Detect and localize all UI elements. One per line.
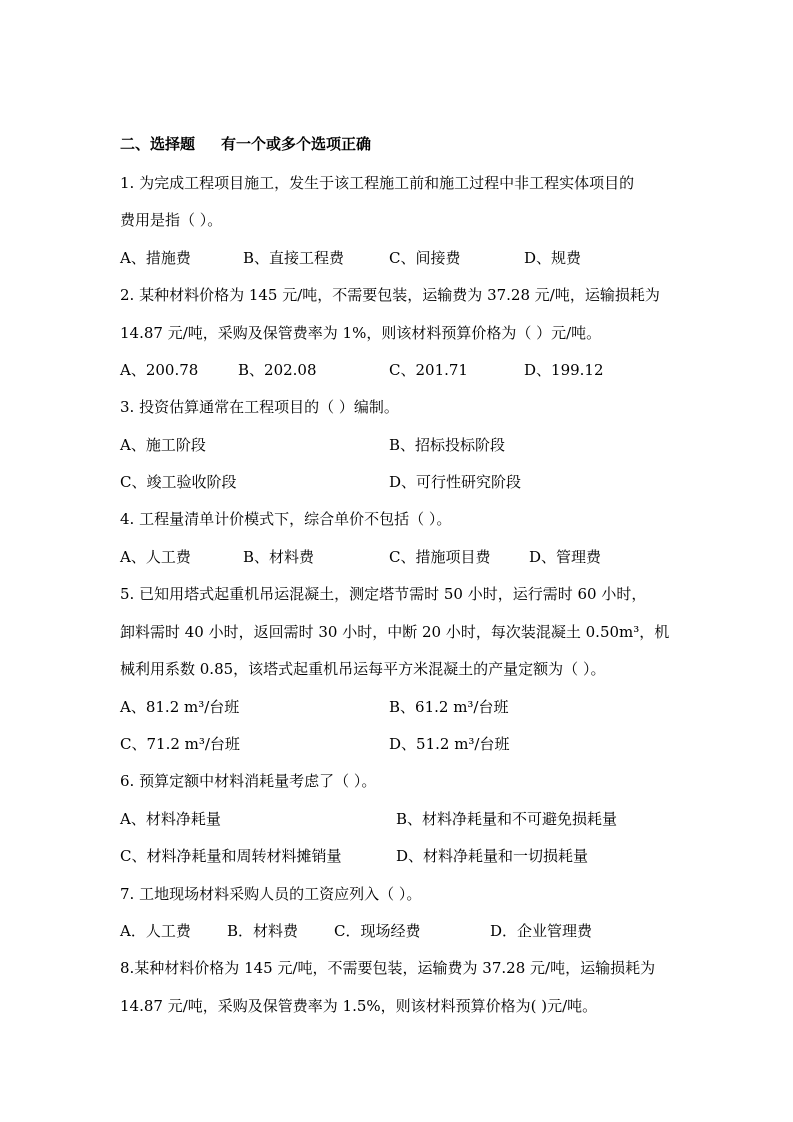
q3-option-c: C、竣工验收阶段 (120, 473, 237, 491)
q6-option-c: C、材料净耗量和周转材料摊销量 (120, 847, 342, 865)
q1-option-c: C、间接费 (389, 249, 461, 267)
q2-option-a: A、200.78 (120, 361, 199, 379)
q7-option-b: B．材料费 (227, 922, 299, 940)
section-heading (120, 134, 371, 154)
section-title: 二、选择题 (120, 135, 196, 153)
question-3-line-1: 3. 投资估算通常在工程项目的（ ）编制。 (120, 398, 399, 416)
q2-option-b: B、202.08 (238, 361, 317, 379)
q4-option-c: C、措施项目费 (389, 548, 491, 566)
q3-option-a: A、施工阶段 (120, 436, 206, 454)
q7-option-c: C．现场经费 (334, 922, 421, 940)
section-note: 有一个或多个选项正确 (221, 135, 372, 153)
q5-option-b: B、61.2 m³/台班 (389, 698, 509, 716)
q1-option-a: A、措施费 (120, 249, 191, 267)
question-1-line-2: 费用是指（ ）。 (120, 211, 223, 229)
question-7-line-1: 7. 工地现场材料采购人员的工资应列入（ ）。 (120, 885, 422, 903)
q4-option-d: D、管理费 (529, 548, 602, 566)
q7-option-d: D．企业管理费 (490, 922, 593, 940)
q5-option-a: A、81.2 m³/台班 (120, 698, 240, 716)
question-1-line-1: 1. 为完成工程项目施工，发生于该工程施工前和施工过程中非工程实体项目的 (120, 174, 635, 192)
q4-option-a: A、人工费 (120, 548, 191, 566)
question-8-line-1: 8.某种材料价格为 145 元/吨，不需要包装，运输费为 37.28 元/吨，运输损耗为 (120, 959, 656, 977)
q3-option-b: B、招标投标阶段 (389, 436, 506, 454)
question-2-line-2: 14.87 元/吨，采购及保管费率为 1%，则该材料预算价格为（ ）元/吨。 (120, 324, 602, 342)
question-6-line-1: 6. 预算定额中材料消耗量考虑了（ ）。 (120, 772, 377, 790)
question-4-line-1: 4. 工程量清单计价模式下，综合单价不包括（ ）。 (120, 510, 452, 528)
question-8-line-2: 14.87 元/吨，采购及保管费率为 1.5%，则该材料预算价格为( )元/吨。 (120, 997, 598, 1015)
q2-option-c: C、201.71 (389, 361, 468, 379)
q6-option-b: B、材料净耗量和不可避免损耗量 (396, 810, 618, 828)
question-2-line-1: 2. 某种材料价格为 145 元/吨，不需要包装，运输费为 37.28 元/吨，运输损耗为 (120, 286, 660, 304)
question-5-line-2: 卸料需时 40 小时，返回需时 30 小时，中断 20 小时，每次装混凝土 0.50m³，机 (120, 623, 670, 641)
q5-option-d: D、51.2 m³/台班 (389, 735, 510, 753)
q5-option-c: C、71.2 m³/台班 (120, 735, 240, 753)
q3-option-d: D、可行性研究阶段 (389, 473, 522, 491)
q2-option-d: D、199.12 (524, 361, 604, 379)
q1-option-d: D、规费 (524, 249, 582, 267)
q7-option-a: A．人工费 (120, 922, 191, 940)
question-5-line-3: 械利用系数 0.85，该塔式起重机吊运每平方米混凝土的产量定额为（ ）。 (120, 660, 606, 678)
q4-option-b: B、材料费 (243, 548, 315, 566)
q6-option-a: A、材料净耗量 (120, 810, 221, 828)
q6-option-d: D、材料净耗量和一切损耗量 (396, 847, 589, 865)
question-5-line-1: 5. 已知用塔式起重机吊运混凝土，测定塔节需时 50 小时，运行需时 60 小时， (120, 585, 647, 603)
q1-option-b: B、直接工程费 (243, 249, 345, 267)
